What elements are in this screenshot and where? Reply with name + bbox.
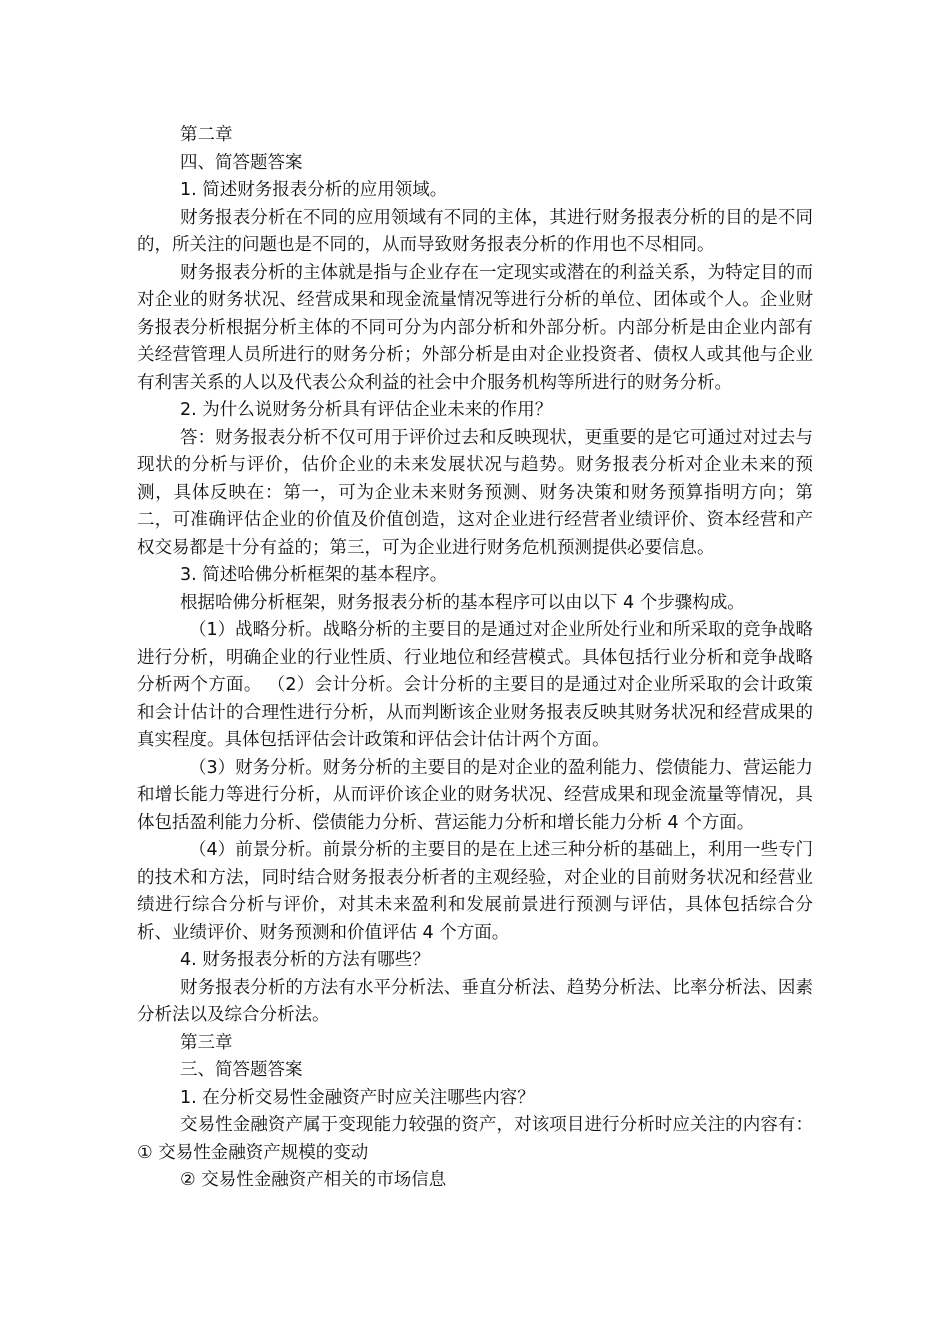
chapter-3-title: 第三章	[180, 1032, 233, 1053]
question-1-heading: 1. 简述财务报表分析的应用领域。	[180, 180, 448, 200]
chapter-2-title: 第二章	[180, 125, 233, 145]
question-4-answer: 财务报表分析的方法有水平分析法、垂直分析法、趋势分析法、比率分析法、因素分析法以及综合分析法。	[137, 977, 813, 1025]
question-2-answer: 答：财务报表分析不仅可用于评价过去和反映现状，更重要的是它可通过对过去与现状的分析与评价，估价企业的未来发展状况与趋势。财务报表分析对企业未来的预测，具体反映在：第一，可为企业未来财务预测、财务决策和财务预算指明方向；第二，可准确评估企业的价值及价值创造，这对企业进行经营者业绩评价、资本经营和产权交易都是十分有益的；第三，可为企业进行财务危机预测提供必要信息。	[137, 427, 813, 558]
chapter-3-section-heading: 三、简答题答案	[180, 1060, 303, 1080]
question-3-intro: 根据哈佛分析框架，财务报表分析的基本程序可以由以下 4 个步骤构成。	[180, 592, 745, 613]
question-2-heading: 2. 为什么说财务分析具有评估企业未来的作用？	[180, 400, 553, 420]
document-page	[137, 122, 813, 1195]
chapter-3-question-1-item-2: ② 交易性金融资产相关的市场信息	[180, 1170, 447, 1190]
chapter-3-question-1-paragraph-1: 交易性金融资产属于变现能力较强的资产，对该项目进行分析时应关注的内容有： ① 交易性金融资产规模的变动	[137, 1115, 813, 1163]
question-3-step-4: （4）前景分析。前景分析的主要目的是在上述三种分析的基础上，利用一些专门的技术和方法，同时结合财务报表分析者的主观经验，对企业的目前财务状况和经营业绩进行综合分析与评价，对其未来盈利和发展前景进行预测与评估，具体包括综合分析、业绩评价、财务预测和价值评估 4 个方面。	[137, 840, 813, 943]
question-3-heading: 3. 简述哈佛分析框架的基本程序。	[180, 565, 448, 585]
question-1-paragraph-2: 财务报表分析的主体就是指与企业存在一定现实或潜在的利益关系，为特定目的而对企业的财务状况、经营成果和现金流量情况等进行分析的单位、团体或个人。企业财务报表分析根据分析主体的不同可分为内部分析和外部分析。内部分析是由企业内部有关经营管理人员所进行的财务分析；外部分析是由对企业投资者、债权人或其他与企业有利害关系的人以及代表公众利益的社会中介服务机构等所进行的财务分析。	[137, 262, 813, 393]
chapter-3-question-1-heading: 1. 在分析交易性金融资产时应关注哪些内容？	[180, 1087, 535, 1108]
chapter-2-section-heading: 四、简答题答案	[180, 152, 303, 173]
question-1-paragraph-1: 财务报表分析在不同的应用领域有不同的主体，其进行财务报表分析的目的是不同的，所关注的问题也是不同的，从而导致财务报表分析的作用也不尽相同。	[137, 207, 813, 255]
question-3-step-3: （3）财务分析。财务分析的主要目的是对企业的盈利能力、偿债能力、营运能力和增长能力等进行分析，从而评价该企业的财务状况、经营成果和现金流量等情况，具体包括盈利能力分析、偿债能力分析、营运能力分析和增长能力分析 4 个方面。	[137, 757, 813, 833]
question-3-step-1-2: （1）战略分析。战略分析的主要目的是通过对企业所处行业和所采取的竞争战略进行分析，明确企业的行业性质、行业地位和经营模式。具体包括行业分析和竞争战略分析两个方面。 （2）会计分析。会计分析的主要目的是通过对企业所采取的会计政策和会计估计的合理性进行分析，从而判断该企业财务报表反映其财务状况和经营成果的真实程度。具体包括评估会计政策和评估会计估计两个方面。	[137, 620, 813, 750]
question-4-heading: 4. 财务报表分析的方法有哪些？	[180, 950, 430, 970]
